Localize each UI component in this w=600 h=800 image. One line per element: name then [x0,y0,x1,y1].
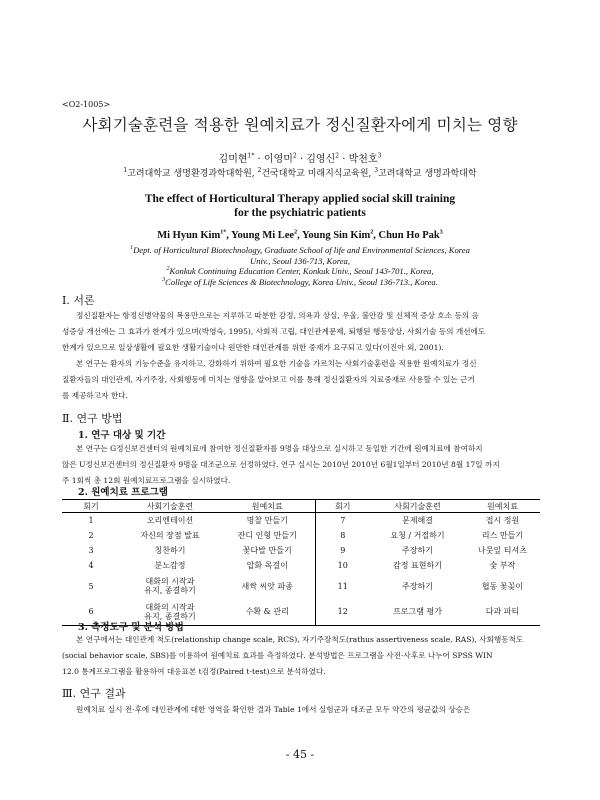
subsection-2: 2. 원예치료 프로그램 [78,487,168,498]
table-header: 회기 [315,500,370,513]
english-authors: Mi Hyun Kim$^{1*}$, Young Mi Lee$^2$, Young Sin Kim$^2$, Chun Ho Pak$^3$ [157,229,443,241]
table-header-row [62,500,540,513]
author-ko: 박천호 [348,154,378,165]
table-row: 6 대화의 시작과 유지, 종결하기 수확 & 관리 12 프로그램 평가 다과 파티 [62,599,540,625]
author-ko: 이영미 [263,154,293,165]
author-ko: 김미현 [218,154,248,165]
korean-title: 사회기술훈련을 적용한 원예치료가 정신질환자에게 미치는 영향 [82,116,518,134]
table-row: 4 분노감정 압화 목걸이 10 감정 표현하기 숯 부작 [62,558,540,573]
program-table [62,499,540,626]
results-paragraph: 원예치료 실시 전·후에 대인관계에 대한 영역을 확인한 결과 Table 1에서 실험군과 대조군 모두 약간의 평균값의 상승은 [76,705,471,714]
korean-affiliations: $^1$고려대학교 생명환경과학대학원, $^2$건국대학교 미래지식교육원, $^3$고려대학교 생명과학대학 [123,167,477,179]
table-row: 2 자신의 장점 발표 잔디 인형 만들기 8 요청 / 거절하기 리스 만들기 [62,528,540,543]
subsection-3-paragraph: 본 연구에서는 대인관계 척도(relationship change scale, RCS), 자기주장척도(rathus assertiveness scale, RAS), 사회행동척도 (social behavior scale, SBS)를 이용하여 원예치료 효과를 측정하였다. 분석방법은 프로그램을 사전·사후로 나누어 SPSS WIN 12.0 통계프로그램을 활용하여 대응표본 t검정(Paired t-test)으로 분석하였다. [62,635,524,676]
english-affiliations: $^1$Dept. of Horticultural Biotechnology, Graduate School of life and Environmental Sciences, Korea Univ., Seoul 136-713, Korea, $^2$Konkuk Continuing Education Center, Konkuk Univ., Seoul 143-701., Korea, $^3$College of Life Sciences & Biotechnology, Korea Univ., Seoul 136-713., Korea. [130,245,470,287]
author-ko: 김영신 [306,154,336,165]
subsection-1-paragraph: 본 연구는 G정신보건센터의 원예치료에 참여한 정신질환자를 9명을 대상으로 실시하고 동일한 기간에 원예치료에 참여하지 않은 U정신보건센터의 정신질환자 9명을 대조군으로 선정하였다. 연구 실시는 2010년 2010년 6월1일부터 2010년 8월 17일 까지 주 1회씩 총 12회 원예치료프로그램을 실시하였다. [62,444,500,485]
table-row: 1 오리엔테이션 명찰 만들기 7 문제해결 접시 정원 [62,513,540,529]
table-header: 원예치료 [465,500,540,513]
table-row: 3 칭찬하기 꽃다발 만들기 9 주장하기 나뭇잎 티셔츠 [62,543,540,558]
results-heading: Ⅲ. 연구 결과 [62,687,126,700]
table-header: 원예치료 [220,500,315,513]
subsection-3: 3. 측정도구 및 분석 방법 [78,622,184,633]
abstract-code: <O2-1005> [62,100,111,109]
table-header: 사회기술훈련 [370,500,465,513]
method-heading: Ⅱ. 연구 방법 [62,412,123,425]
table-header: 회기 [62,500,120,513]
page-number: - 45 - [285,748,315,761]
english-title: The effect of Horticultural Therapy applied social skill training for the psychiatric patients [144,193,456,219]
intro-paragraph: 정신질환자는 항정신병약물의 복용만으로는 지루하고 따분한 감정, 의욕과 상실, 우울, 불안감 및 신체적 증상 호소 등의 음 성증상 개선에는 그 효과가 한계가 있으며(박영숙, 1995), 사회적 고립, 대인관계문제, 퇴행된 행동양상, 사회기술 등의 개선에도 한계가 있으므로 일상생활에 필요한 생활기술이나 원만한 대인관계를 위한 중재가 요구되고 있다(이진아 외, 2001). 본 연구는 환자의 기능수준을 유지하고, 강화하기 위하여 필요한 기술을 가르치는 사회기술훈련을 적용한 원예치료가 정신 질환자들의 대인관계, 자기주장, 사회행동에 미치는 영향을 알아보고 이를 통해 정신질환자의 치료중재로 사용할 수 있는 근거 를 제공하고자 한다. [62,311,486,400]
intro-heading: Ⅰ. 서론 [62,294,95,307]
korean-authors: 김미현$^{1*}$ · 이영미$^2$ · 김영신$^2$ · 박천호$^3$ [218,152,382,165]
subsection-1: 1. 연구 대상 및 기간 [78,430,166,441]
table-header: 사회기술훈련 [120,500,220,513]
table-row: 5 대화의 시작과 유지, 종결하기 새싹 씨앗 파종 11 주장하기 협동 꽃꽂이 [62,573,540,599]
